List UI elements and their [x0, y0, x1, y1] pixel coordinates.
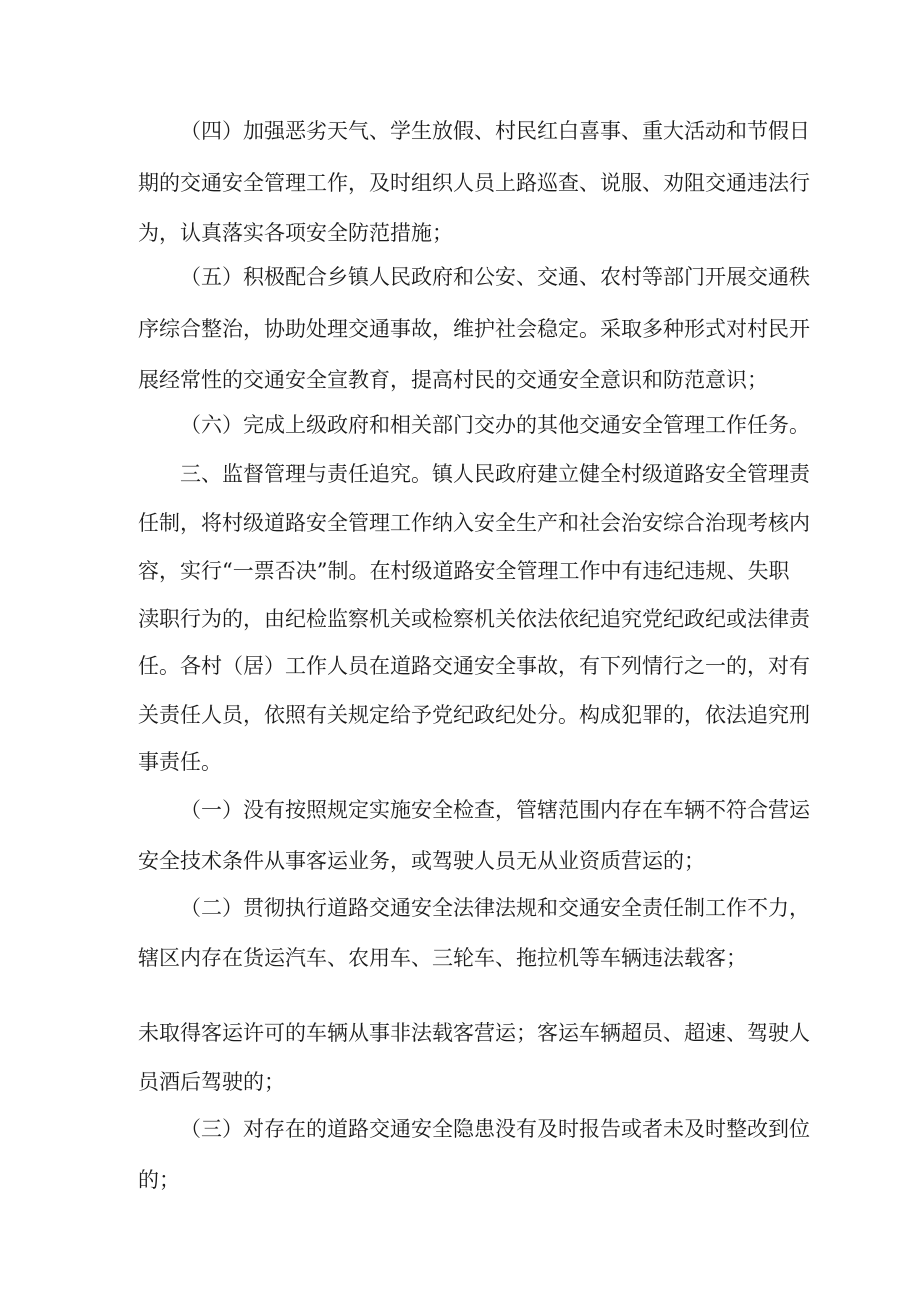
section-heading-line: 三、监督管理与责任追究。镇人民政府建立健全村级道路安全管理责	[180, 462, 810, 486]
text-line: （五）积极配合乡镇人民政府和公安、交通、农村等部门开展交通秩	[180, 265, 810, 289]
text-line: 展经常性的交通安全宣教育，提高村民的交通安全意识和防范意识；	[138, 368, 768, 392]
text-line: 期的交通安全管理工作，及时组织人员上路巡查、说服、劝阻交通违法行	[138, 171, 810, 195]
text-line: （六）完成上级政府和相关部门交办的其他交通安全管理工作任务。	[180, 413, 810, 437]
text-line: 安全技术条件从事客运业务，或驾驶人员无从业资质营运的；	[138, 849, 705, 873]
text-line: 的；	[138, 1168, 180, 1192]
text-line: （二）贯彻执行道路交通安全法律法规和交通安全责任制工作不力，	[180, 896, 810, 920]
text-line: 为，认真落实各项安全防范措施；	[138, 221, 453, 245]
text-line: 辖区内存在货运汽车、农用车、三轮车、拖拉机等车辆违法载客；	[138, 946, 747, 970]
text-line: 员酒后驾驶的；	[138, 1070, 285, 1094]
text-line: 事责任。	[138, 750, 222, 774]
text-line: （四）加强恶劣天气、学生放假、村民红白喜事、重大活动和节假日	[180, 119, 810, 143]
text-line: （三）对存在的道路交通安全隐患没有及时报告或者未及时整改到位	[180, 1117, 810, 1141]
text-line: 任。各村（居）工作人员在道路交通安全事故，有下列情行之一的，对有	[138, 654, 810, 678]
text-line: 渎职行为的，由纪检监察机关或检察机关依法依纪追究党纪政纪或法律责	[138, 607, 810, 631]
text-line: 容，实行“一票否决”制。在村级道路安全管理工作中有违纪违规、失职	[138, 559, 790, 583]
text-line: 未取得客运许可的车辆从事非法载客营运；客运车辆超员、超速、驾驶人	[138, 1021, 810, 1045]
text-line: 序综合整治，协助处理交通事故，维护社会稳定。采取多种形式对村民开	[138, 317, 810, 341]
text-line: 任制，将村级道路安全管理工作纳入安全生产和社会治安综合治现考核内	[138, 511, 810, 535]
text-line: 关责任人员，依照有关规定给予党纪政纪处分。构成犯罪的，依法追究刑	[138, 703, 810, 727]
text-line: （一）没有按照规定实施安全检查，管辖范围内存在车辆不符合营运	[180, 798, 810, 822]
